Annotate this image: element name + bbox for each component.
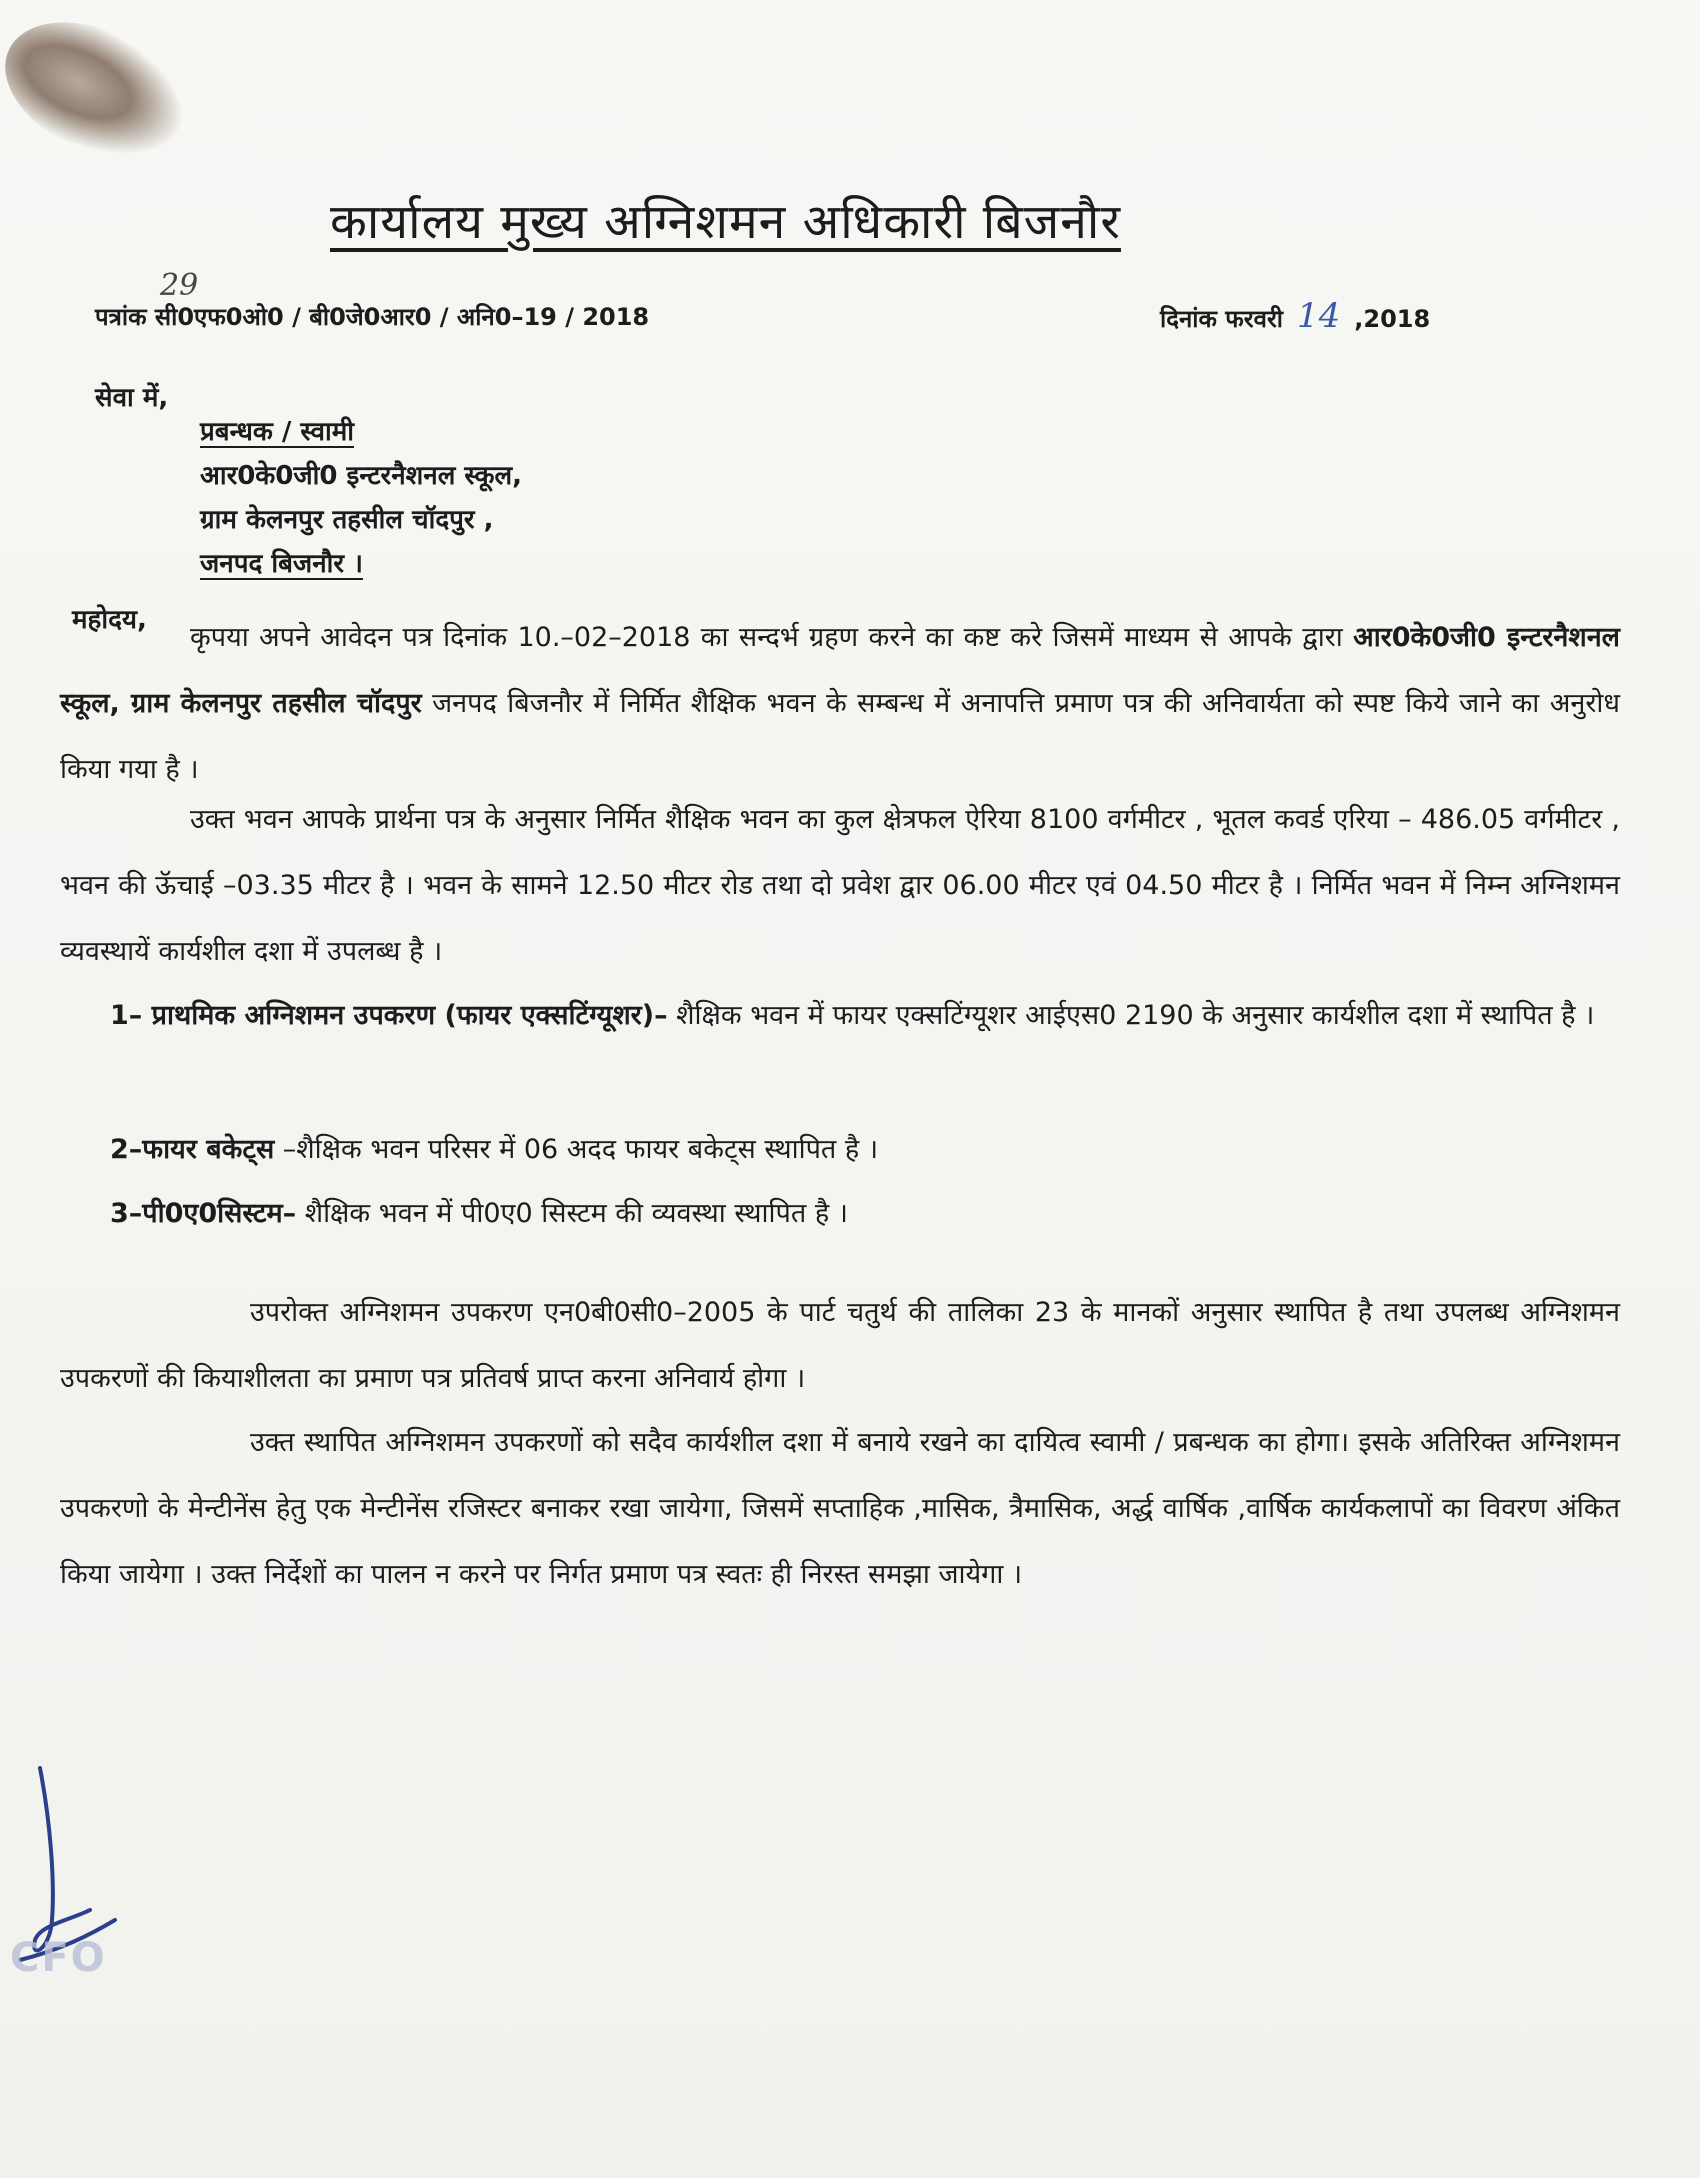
- paragraph-3: [60, 1280, 1620, 1412]
- addressee-line-2: आर0के0जी0 इन्टरनैशनल स्कूल,: [200, 461, 522, 491]
- paragraph-4-text: उक्त स्थापित अग्निशमन उपकरणों को सदैव कार्यशील दशा में बनाये रखने का दायित्व स्वामी / प्रबन्धक का होगा। इसके अतिरिक्त अग्निशमन उपकरणो के मेन्टीनेंस हेतु एक मेन्टीनेंस रजिस्टर बनाकर रखा जायेगा, जिसमें सप्ताहिक ,मासिक, त्रैमासिक, अर्द्ध वार्षिक ,वार्षिक कार्यकलापों का विवरण अंकित किया जायेगा । उक्त निर्देशों का पालन न करने पर निर्गत प्रमाण पत्र स्वतः ही निरस्त समझा जायेगा ।: [60, 1427, 1620, 1590]
- list-item-text: शैक्षिक भवन में फायर एक्सटिंग्यूशर आईएस0 2190 के अनुसार कार्यशील दशा में स्थापित है ।: [667, 1000, 1595, 1031]
- salutation: महोदय,: [72, 605, 147, 635]
- list-item-label: 1– प्राथमिक अग्निशमन उपकरण (फायर एक्सटिंग्यूशर)–: [110, 1000, 668, 1031]
- paragraph-1: [60, 605, 1620, 803]
- office-title: कार्यालय मुख्य अग्निशमन अधिकारी बिजनौर: [330, 194, 1121, 250]
- addressee-line-4: जनपद बिजनौर ।: [200, 549, 363, 579]
- paragraph-2: [60, 787, 1620, 985]
- list-item-label: 3–पी0ए0सिस्टम–: [110, 1198, 297, 1229]
- paragraph-4: [60, 1410, 1620, 1608]
- letter-reference: पत्रांक सी0एफ0ओ0 / बी0जे0आर0 / अनि0–19 / 2018: [95, 303, 650, 331]
- to-label: सेवा में,: [95, 383, 169, 413]
- paragraph-3-text: उपरोक्त अग्निशमन उपकरण एन0बी0सी0–2005 के पार्ट चतुर्थ की तालिका 23 के मानकों अनुसार स्थापित है तथा उपलब्ध अग्निशमन उपकरणों की कियाशीलता का प्रमाण पत्र प्रतिवर्ष प्राप्त करना अनिवार्य होगा ।: [60, 1297, 1620, 1394]
- list-item-text: शैक्षिक भवन में पी0ए0 सिस्टम की व्यवस्था स्थापित है ।: [296, 1198, 848, 1229]
- handwritten-ref-number: 29: [160, 268, 199, 303]
- list-item: [110, 1182, 1610, 1246]
- paper-stain: [0, 0, 206, 185]
- date-year: ,2018: [1354, 305, 1431, 333]
- list-item: [110, 1118, 1610, 1182]
- addressee-line-1: प्रबन्धक / स्वामी: [200, 417, 354, 447]
- addressee-block: [200, 410, 522, 586]
- date-label: दिनांक फरवरी: [1160, 305, 1283, 333]
- letter-date: [1160, 296, 1430, 336]
- paragraph-2-text: उक्त भवन आपके प्रार्थना पत्र के अनुसार निर्मित शैक्षिक भवन का कुल क्षेत्रफल ऐरिया 8100 वर्गमीटर , भूतल कवर्ड एरिया – 486.05 वर्गमीटर , भवन की ऊॅचाई –03.35 मीटर है । भवन के सामने 12.50 मीटर रोड तथा दो प्रवेश द्वार 06.00 मीटर एवं 04.50 मीटर है । निर्मित भवन में निम्न अग्निशमन व्यवस्थायें कार्यशील दशा में उपलब्ध है ।: [60, 804, 1620, 967]
- list-item-label: 2–फायर बकेट्स: [110, 1134, 275, 1165]
- paragraph-1-text-a: कृपया अपने आवेदन पत्र दिनांक 10.–02–2018 का सन्दर्भ ग्रहण करने का कष्ट करे जिसमें माध्यम से आपके द्वारा: [190, 622, 1354, 653]
- addressee-line-3: ग्राम केलनपुर तहसील चॉदपुर ,: [200, 505, 494, 535]
- office-stamp: CFO: [10, 1935, 107, 1981]
- paragraph-1-bold: आर0के0जी0 इन्टरनैशनल स्कूल, ग्राम केलनपुर तहसील चॉदपुर: [60, 622, 1620, 719]
- date-day-handwritten: 14: [1296, 296, 1341, 336]
- paragraph-1-text-b: जनपद बिजनौर में निर्मित शैक्षिक भवन के सम्बन्ध में अनापत्ति प्रमाण पत्र की अनिवार्यता को स्पष्ट किये जाने का अनुरोध किया गया है ।: [60, 688, 1620, 785]
- list-item: [110, 984, 1610, 1048]
- list-item-text: –शैक्षिक भवन परिसर में 06 अदद फायर बकेट्स स्थापित है ।: [274, 1134, 879, 1165]
